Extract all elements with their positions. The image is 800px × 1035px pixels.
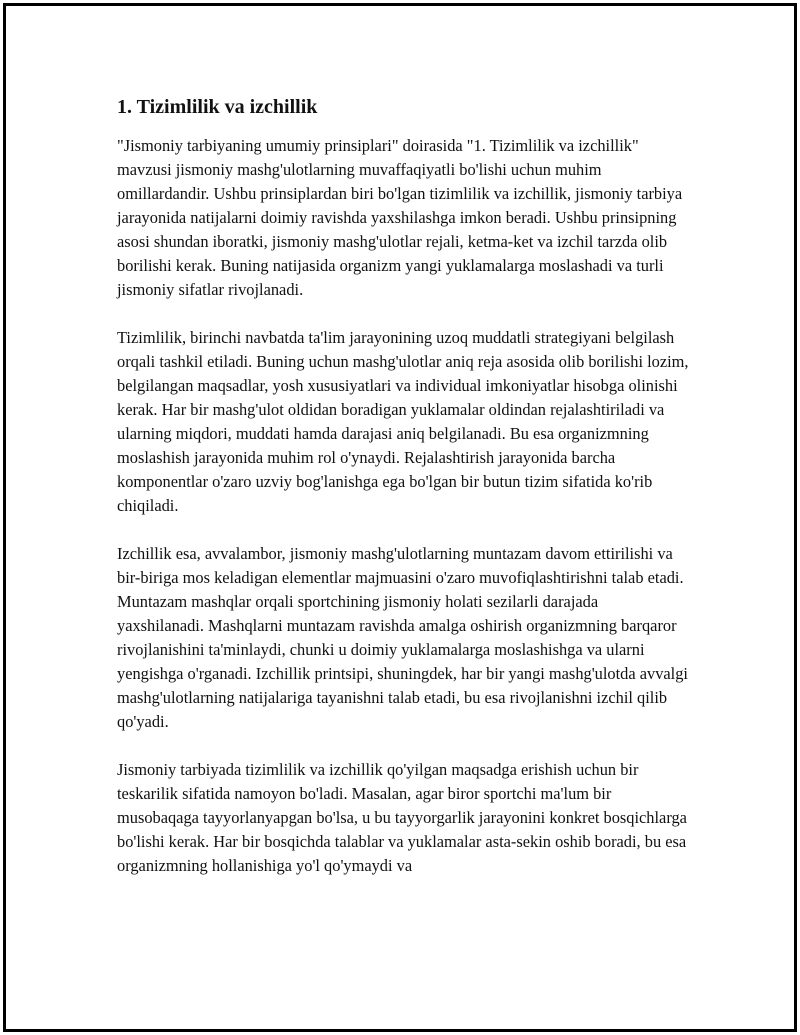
paragraph-conclusion: Jismoniy tarbiyada tizimlilik va izchillik qo'yilgan maqsadga erishish uchun bir teskarilik sifatida namoyon bo'ladi. Masalan, agar biror sportchi ma'lum bir musobaqaga tayyorlanyapgan bo'lsa, u bu tayyorgarlik jarayonini konkret bosqichlarga bo'lishi kerak. Har bir bosqichda talablar va yuklamalar asta-sekin oshib boradi, bu esa organizmning hollanishiga yo'l qo'ymaydi va (117, 760, 687, 875)
paragraph-intro: "Jismoniy tarbiyaning umumiy prinsiplari" doirasida "1. Tizimlilik va izchillik" mavzusi jismoniy mashg'ulotlarning muvaffaqiyatli bo'lishi uchun muhim omillardandir. Ushbu prinsiplardan biri bo'lgan tizimlilik va izchillik, jismoniy tarbiya jarayonida natijalarni doimiy ravishda yaxshilashga imkon beradi. Ushbu prinsipning asosi shundan iboratki, jismoniy mashg'ulotlar rejali, ketma-ket va izchil tarzda olib borilishi kerak. Buning natijasida organizm yangi yuklamalarga moslashadi va turli jismoniy sifatlar rivojlanadi. (117, 136, 683, 299)
document-body (117, 93, 689, 902)
paragraph-izchillik: Izchillik esa, avvalambor, jismoniy mashg'ulotlarning muntazam davom ettirilishi va bir-biriga mos keladigan elementlar majmuasini o'zaro muvofiqlashtirishni talab etadi. Muntazam mashqlar orqali sportchining jismoniy holati sezilarli darajada yaxshilanadi. Mashqlarni muntazam ravishda amalga oshirish organizmning barqaror rivojlanishini ta'minlaydi, chunki u doimiy yuklamalarga moslashishga va ularni yengishga o'rganadi. Izchillik printsipi, shuningdek, har bir yangi mashg'ulotda avvalgi mashg'ulotlarning natijalariga tayanishni talab etadi, bu esa rivojlanishni izchil qilib qo'yadi. (117, 544, 688, 731)
paragraph-tizimlilik: Tizimlilik, birinchi navbatda ta'lim jarayonining uzoq muddatli strategiyani belgilash orqali tashkil etiladi. Buning uchun mashg'ulotlar aniq reja asosida olib borilishi lozim, belgilangan maqsadlar, yosh xususiyatlari va individual imkoniyatlar hisobga olinishi kerak. Har bir mashg'ulot oldidan boradigan yuklamalar oldindan rejalashtiriladi va ularning miqdori, muddati hamda darajasi aniq belgilanadi. Bu esa organizmning moslashish jarayonida muhim rol o'ynaydi. Rejalashtirish jarayonida barcha komponentlar o'zaro uzviy bog'lanishga ega bo'lgan bir butun tizim sifatida ko'rib chiqiladi. (117, 328, 689, 515)
section-heading: 1. Tizimlilik va izchillik (117, 96, 318, 118)
